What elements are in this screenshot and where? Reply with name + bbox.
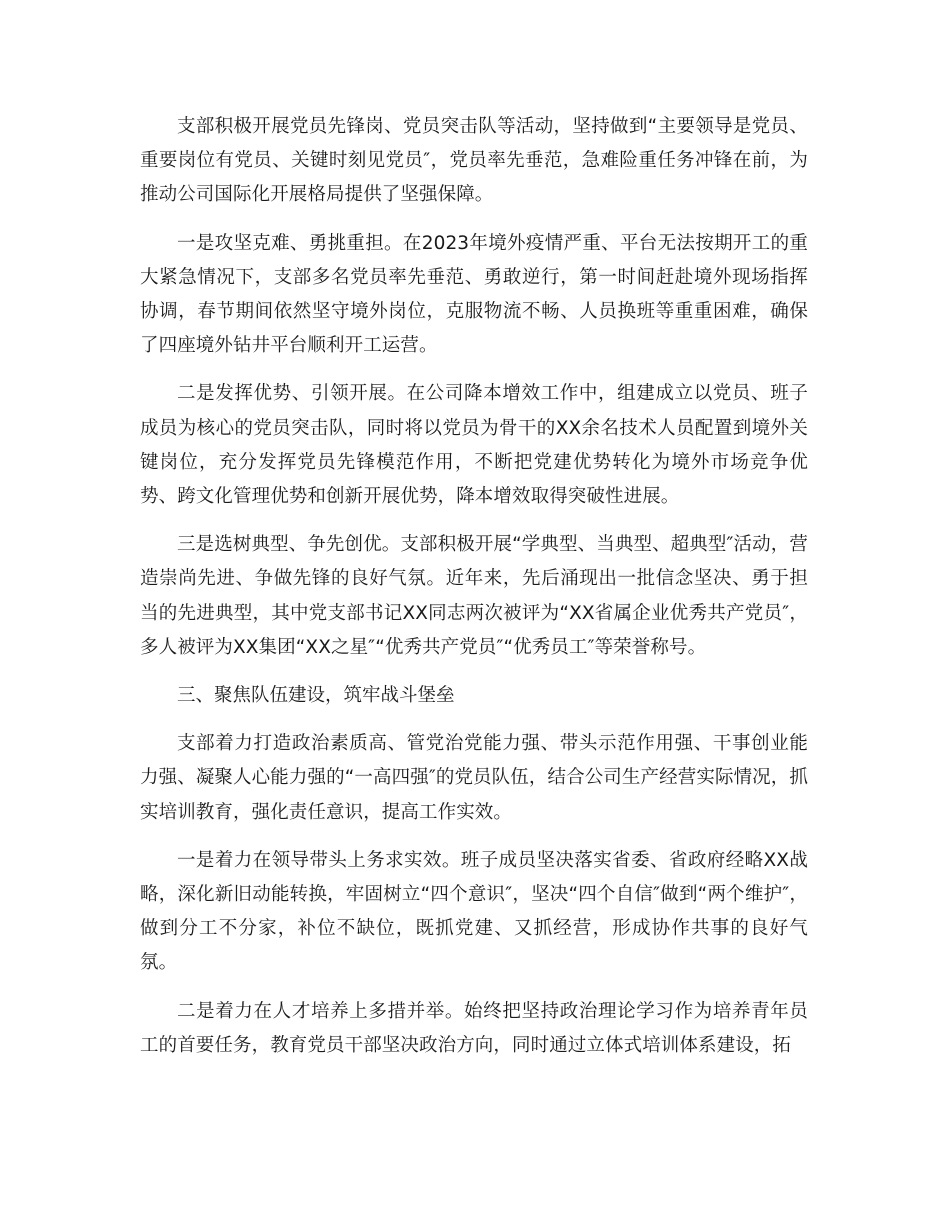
paragraph-point-three-models: 三是选树典型、争先创优。支部积极开展“学典型、当典型、超典型″活动，营造崇尚先进、争做先锋的良好气氛。近年来，先后涌现出一批信念坚决、勇于担当的先进典型，其中党支部书记XX同志两次被评为“XX省属企业优秀共产党员″，多人被评为XX集团“XX之星″“优秀共产党员″“优秀员工″等荣誉称号。 bbox=[140, 534, 808, 658]
paragraph-talent-training: 二是着力在人才培养上多措并举。始终把坚持政治理论学习作为培养青年员工的首要任务，教育党员干部坚决政治方向，同时通过立体式培训体系建设，拓 bbox=[140, 1000, 808, 1056]
paragraph-intro: 支部积极开展党员先锋岗、党员突击队等活动，坚持做到“主要领导是党员、重要岗位有党员、关键时刻见党员″，党员率先垂范，急难险重任务冲锋在前，为推动公司国际化开展格局提供了坚强保障。 bbox=[140, 116, 808, 206]
paragraph-leadership: 一是着力在领导带头上务求实效。班子成员坚决落实省委、省政府经略XX战略，深化新旧动能转换，牢固树立“四个意识″，坚决“四个自信″做到“两个维护″，做到分工不分家，补位不缺位，既抓党建、又抓经营，形成协作共事的良好气氛。 bbox=[140, 849, 808, 974]
section-heading-team-building: 三、聚焦队伍建设，筑牢战斗堡垒 bbox=[177, 685, 455, 707]
paragraph-point-one-tough-tasks: 一是攻坚克难、勇挑重担。在2023年境外疫情严重、平台无法按期开工的重大紧急情况下，支部多名党员率先垂范、勇敢逆行，第一时间赶赴境外现场指挥协调，春节期间依然坚守境外岗位，克服物流不畅、人员换班等重重困难，确保了四座境外钻井平台顺利开工运营。 bbox=[140, 232, 808, 357]
document-page bbox=[140, 110, 808, 1077]
paragraph-team-overview: 支部着力打造政治素质高、管党治党能力强、带头示范作用强、干事创业能力强、凝聚人心能力强的“一高四强″的党员队伍，结合公司生产经营实际情况，抓实培训教育，强化责任意识，提高工作实效。 bbox=[140, 733, 808, 823]
paragraph-point-two-advantages: 二是发挥优势、引领开展。在公司降本增效工作中，组建成立以党员、班子成员为核心的党员突击队，同时将以党员为骨干的XX余名技术人员配置到境外关键岗位，充分发挥党员先锋模范作用，不断把党建优势转化为境外市场竞争优势、跨文化管理优势和创新开展优势，降本增效取得突破性进展。 bbox=[140, 383, 808, 508]
